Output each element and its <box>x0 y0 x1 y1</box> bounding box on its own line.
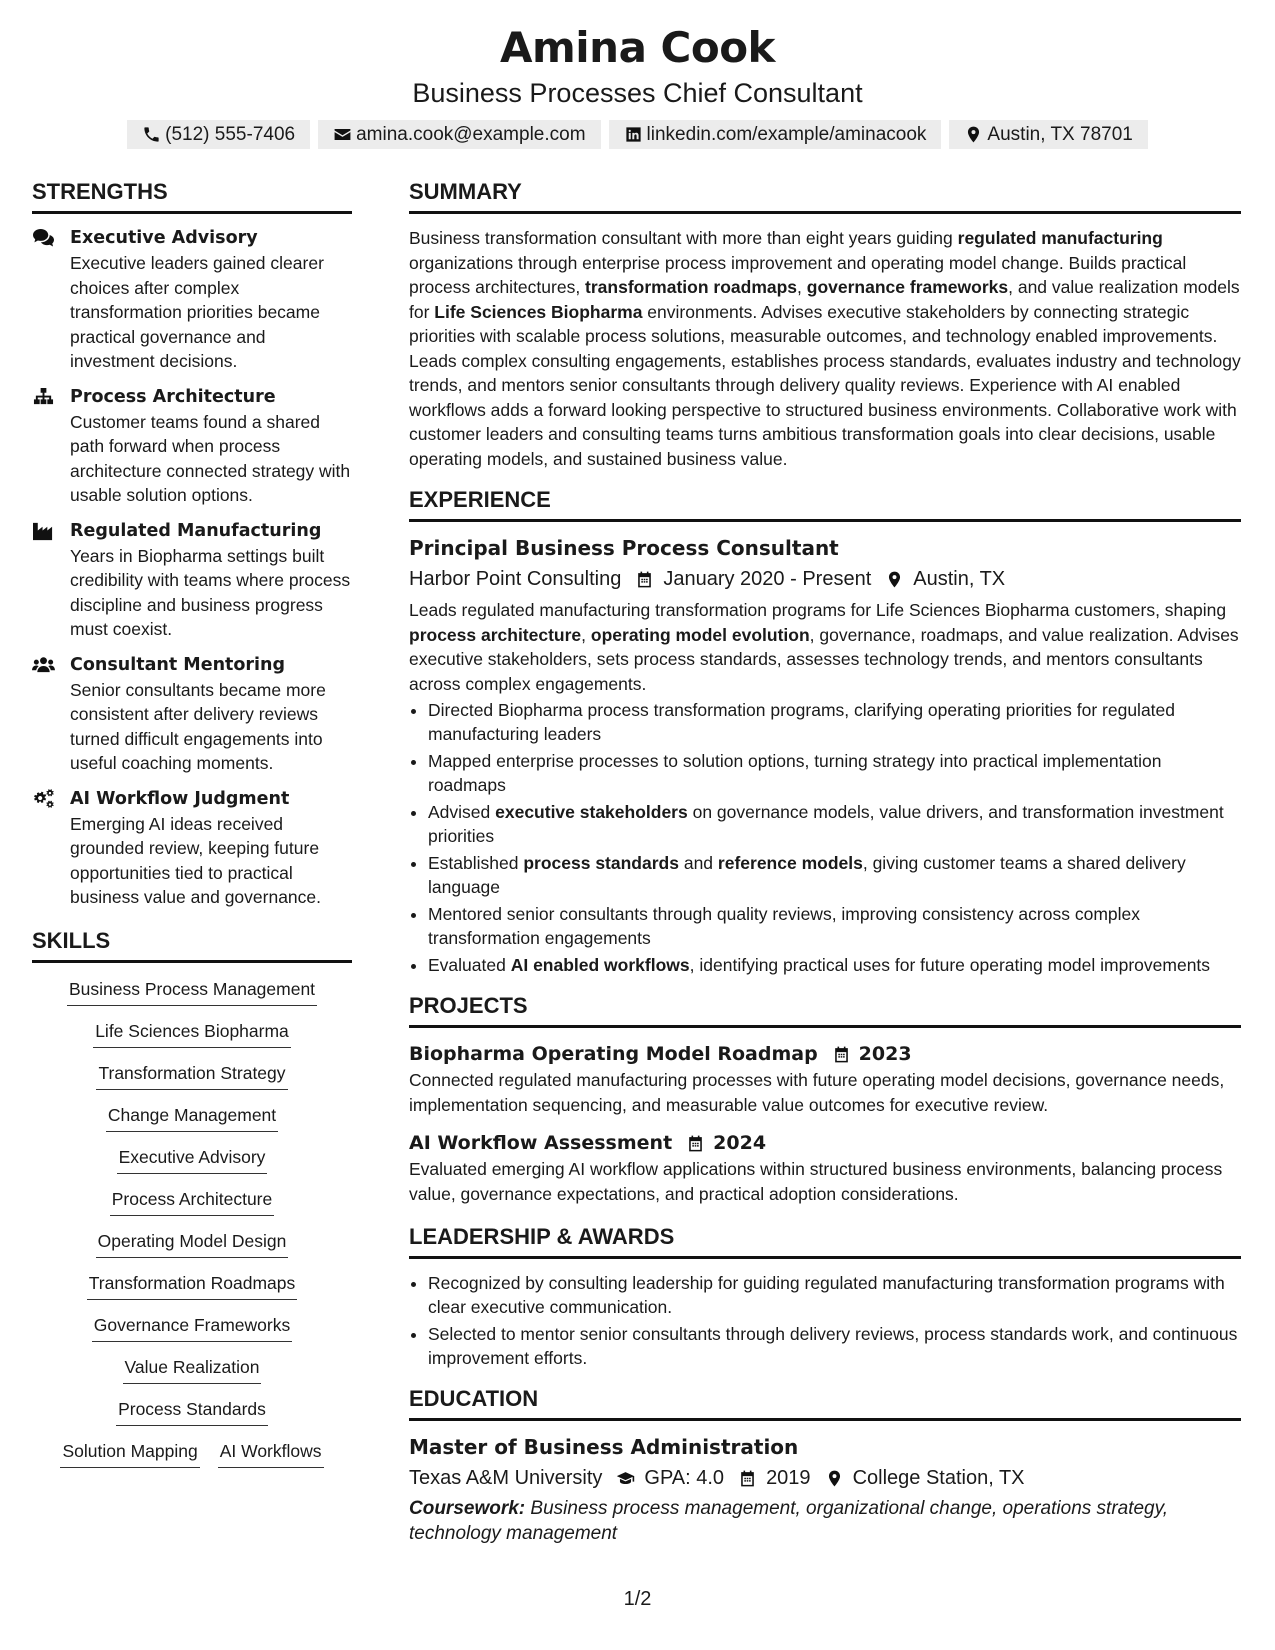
strength-item <box>32 787 352 910</box>
job-meta <box>409 564 1241 594</box>
bold-phrase: process standards <box>523 853 679 873</box>
users-icon <box>32 655 55 676</box>
job-role: Principal Business Process Consultant <box>409 536 839 560</box>
contact-bar <box>0 120 1275 149</box>
strength-item <box>32 226 352 374</box>
skill-tag: Process Standards <box>116 1397 268 1426</box>
phone-icon <box>142 125 161 144</box>
experience-heading: EXPERIENCE <box>409 485 1241 522</box>
text-run: , <box>581 624 591 645</box>
leadership-heading: LEADERSHIP & AWARDS <box>409 1222 1241 1259</box>
map-pin-icon <box>885 570 904 589</box>
job-bullets <box>409 698 1241 977</box>
strength-desc: Emerging AI ideas received grounded review, keeping future opportunities tied to practical business value and governance. <box>70 813 322 907</box>
right-column <box>409 177 1241 1546</box>
project-title <box>409 1129 1241 1157</box>
skill-tag: Transformation Strategy <box>96 1061 287 1090</box>
candidate-name: Amina Cook <box>500 23 775 72</box>
sitemap-icon <box>32 387 55 408</box>
job-bullet <box>428 953 1241 977</box>
coursework <box>409 1497 1241 1546</box>
skill-tag: Transformation Roadmaps <box>87 1271 298 1300</box>
school: Texas A&M University <box>409 1467 603 1489</box>
strength-item <box>32 385 352 508</box>
skill-tag: Business Process Management <box>67 977 317 1006</box>
map-pin-icon <box>825 1469 844 1488</box>
calendar-icon <box>635 570 654 589</box>
coursework-text: Business process management, organizational change, operations strategy, technology management <box>409 1498 1168 1544</box>
project-name: AI Workflow Assessment <box>409 1132 673 1154</box>
contact-location <box>949 120 1147 149</box>
job-dates: January 2020 - Present <box>663 568 872 590</box>
summary-heading: SUMMARY <box>409 177 1241 214</box>
strength-item <box>32 519 352 642</box>
job-bullet <box>428 851 1241 899</box>
leadership-item: • Recognized by consulting leadership for guiding regulated manufacturing transformation programs with clear executive communication. <box>428 1271 1241 1319</box>
text-run: Leads regulated manufacturing transformation programs for Life Sciences Biopharma customers, shaping <box>409 600 1227 620</box>
skill-tag: Value Realization <box>123 1355 262 1384</box>
contact-linkedin[interactable] <box>609 120 942 149</box>
project-desc: Connected regulated manufacturing processes with future operating model decisions, governance needs, implementation sequencing, and measurable value outcomes for executive review. <box>409 1070 1225 1115</box>
strength-title: Process Architecture <box>70 386 276 407</box>
project-year: 2023 <box>858 1043 912 1065</box>
bold-phrase: process architecture <box>409 624 582 645</box>
summary-text <box>409 226 1241 471</box>
calendar-icon <box>832 1045 851 1064</box>
job-bullet <box>428 902 1241 950</box>
text-run: Established <box>428 853 524 873</box>
text-run: Directed Biopharma process transformation programs, clarifying operating priorities for regulated manufacturing leaders <box>428 700 1176 744</box>
text-run: Mentored senior consultants through quality reviews, improving consistency across complex transformation engagements <box>428 904 1140 948</box>
text-run: Mapped enterprise processes to solution options, turning strategy into practical implementation roadmaps <box>428 751 1162 795</box>
skill-tag: Executive Advisory <box>117 1145 268 1174</box>
bold-phrase: reference models <box>717 853 863 873</box>
map-pin-icon <box>964 125 983 144</box>
graduation-year: 2019 <box>766 1467 811 1489</box>
skill-tag: Governance Frameworks <box>92 1313 292 1342</box>
text-run: on governance models, value drivers, and transformation investment priorities <box>428 802 1224 846</box>
bold-phrase: operating model evolution <box>590 624 810 645</box>
text-run: , giving customer teams a shared delivery language <box>428 853 1186 897</box>
bold-phrase: AI enabled workflows <box>510 955 690 975</box>
job-bullet <box>428 698 1241 746</box>
skills-heading: SKILLS <box>32 926 352 963</box>
education-heading: EDUCATION <box>409 1384 1241 1421</box>
text-run: organizations through enterprise process improvement and operating model change. Builds practical process architectures, <box>409 252 1187 297</box>
envelope-icon <box>333 125 352 144</box>
coursework-label: Coursework: <box>409 1498 526 1519</box>
project-year: 2024 <box>713 1132 767 1154</box>
graduation-cap-icon <box>616 1469 635 1488</box>
linkedin-icon <box>624 125 643 144</box>
left-column <box>32 177 352 1481</box>
leadership-item: • Selected to mentor senior consultants through delivery reviews, process standards work, and continuous improvement efforts. <box>428 1322 1241 1370</box>
comments-icon <box>32 228 55 249</box>
text-run: environments. Advises executive stakeholders by connecting strategic priorities with scalable process solutions, measurable outcomes, and technology enabled improvements. Leads complex consulting engagements, establishes process standards, evaluates industry and technology trends, and mentors senior consultants through delivery quality reviews. Experience with AI enabled workflows adds a forward looking perspective to structured business environments. Collaborative work with customer leaders and consulting teams turns ambitious transformation goals into clear decisions, usable operating models, and sustained business value. <box>409 301 1241 469</box>
bold-phrase: regulated manufacturing <box>957 228 1163 248</box>
text-run: , governance, roadmaps, and value realization. Advises executive stakeholders, sets process standards, assesses technology trends, and mentors consultants across complex engagements. <box>409 624 1239 694</box>
education-meta <box>409 1463 1241 1493</box>
strength-title: Regulated Manufacturing <box>70 520 322 541</box>
strength-title: Executive Advisory <box>70 228 258 248</box>
school-location: College Station, TX <box>852 1467 1025 1489</box>
strength-title: Consultant Mentoring <box>70 654 286 675</box>
text-run: Evaluated <box>428 955 511 975</box>
contact-email[interactable] <box>318 120 600 149</box>
projects-heading: PROJECTS <box>409 991 1241 1028</box>
job-location: Austin, TX <box>913 568 1006 590</box>
text-run: , identifying practical uses for future operating model improvements <box>689 955 1211 975</box>
strength-item <box>32 653 352 776</box>
strength-desc: Customer teams found a shared path forward when process architecture connected strategy with usable solution options. <box>70 411 351 505</box>
strengths-heading: STRENGTHS <box>32 177 352 214</box>
bold-phrase: governance frameworks <box>806 277 1009 297</box>
skill-tag: Solution Mapping <box>60 1439 199 1468</box>
calendar-icon <box>686 1134 705 1153</box>
project-name: Biopharma Operating Model Roadmap <box>409 1043 818 1065</box>
skill-tag: Operating Model Design <box>96 1229 289 1258</box>
linkedin-text: linkedin.com/example/aminacook <box>646 124 927 145</box>
project-desc: Evaluated emerging AI workflow applications within structured business environments, balancing process value, governance expectations, and practical adoption considerations. <box>409 1159 1223 1204</box>
email-text: amina.cook@example.com <box>356 124 586 145</box>
leadership-list <box>409 1271 1241 1370</box>
job-bullet <box>428 800 1241 848</box>
bold-phrase: executive stakeholders <box>495 802 688 822</box>
skills-list <box>32 977 352 1481</box>
contact-phone <box>127 120 310 149</box>
bold-phrase: Life Sciences Biopharma <box>434 301 643 322</box>
text-run: Advised <box>428 802 496 822</box>
calendar-icon <box>738 1469 757 1488</box>
job-bullet <box>428 749 1241 797</box>
strength-desc: Executive leaders gained clearer choices after complex transformation priorities became practical governance and investment decisions. <box>70 253 324 371</box>
gpa: GPA: 4.0 <box>644 1467 725 1489</box>
phone-text: (512) 555-7406 <box>165 124 296 145</box>
job-company: Harbor Point Consulting <box>409 568 622 590</box>
bold-phrase: transformation roadmaps <box>585 277 798 297</box>
industry-icon <box>32 521 55 542</box>
text-run: , <box>797 277 807 297</box>
strength-title: AI Workflow Judgment <box>70 788 290 809</box>
skill-tag: AI Workflows <box>218 1439 324 1468</box>
skill-tag: Change Management <box>106 1103 278 1132</box>
location-text: Austin, TX 78701 <box>987 124 1133 145</box>
strength-desc: Years in Biopharma settings built credibility with teams where process discipline and business progress must coexist. <box>70 545 351 639</box>
skill-tag: Process Architecture <box>110 1187 274 1216</box>
text-run: Business transformation consultant with more than eight years guiding <box>409 228 958 248</box>
job-description <box>409 598 1241 696</box>
cogs-icon <box>32 789 55 810</box>
strength-desc: Senior consultants became more consistent after delivery reviews turned difficult engagements into useful coaching moments. <box>70 679 326 773</box>
text-run: and <box>678 853 718 873</box>
project-title <box>409 1040 1241 1068</box>
page-number: 1/2 <box>623 1588 652 1610</box>
text-run: , and value realization models for <box>409 277 1240 322</box>
skill-tag: Life Sciences Biopharma <box>93 1019 291 1048</box>
resume-header <box>0 22 1275 149</box>
degree: Master of Business Administration <box>409 1435 799 1459</box>
candidate-title: Business Processes Chief Consultant <box>412 78 863 108</box>
